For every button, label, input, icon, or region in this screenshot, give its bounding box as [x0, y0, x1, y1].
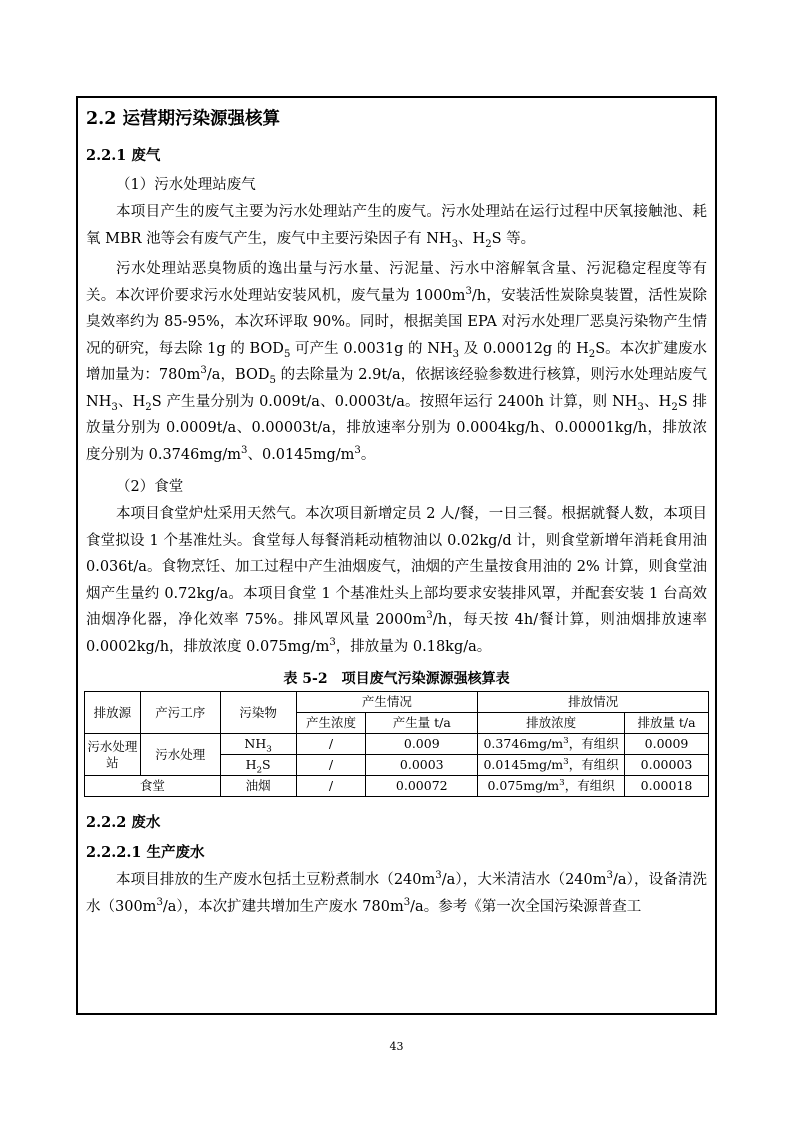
table-row	[85, 734, 709, 755]
table-header-row	[85, 692, 709, 713]
canteen-subheading: （2）食堂	[116, 479, 184, 495]
wastewater-station-subheading: （1）污水处理站废气	[116, 177, 256, 193]
waste-water-heading: 2.2.2 废水	[86, 814, 161, 831]
table-cell: /	[296, 755, 366, 776]
production-wastewater-heading: 2.2.2.1 生产废水	[86, 844, 205, 861]
header-cell: 排放情况	[478, 692, 709, 713]
waste-gas-heading: 2.2.1 废气	[86, 147, 161, 164]
header-cell: 排放量 t/a	[625, 713, 709, 734]
table-cell: 0.00018	[625, 776, 709, 797]
table-cell: $H_2S$	[220, 755, 296, 776]
header-cell: 产生情况	[296, 692, 478, 713]
table-cell: 0.009	[366, 734, 478, 755]
header-cell: 产生浓度	[296, 713, 366, 734]
paragraph: 本项目产生的废气主要为污水处理站产生的废气。污水处理站在运行过程中厌氧接触池、耗氧 MBR 池等会有废气产生，废气中主要污染因子有 $NH_3$、$H_2S$ 等。	[86, 204, 707, 250]
table-caption: 表 5-2 项目废气污染源源强核算表	[283, 671, 510, 687]
table-cell: 污水处理站	[85, 734, 141, 776]
paragraph: 本项目食堂炉灶采用天然气。本次项目新增定员 2 人/餐，一日三餐。根据就餐人数，本项目食堂拟设 1 个基准灶头。食堂每人每餐消耗动植物油以 0.02kg/d 计，则食堂新增年消耗食用油 0.036t/a。食物烹饪、加工过程中产生油烟废气，油烟的产生量按食用油的 2% 计算，则食堂油烟产生量约 0.72kg/a。本项目食堂 1 个基准灶头上部均要求安装排风罩，并配套安装 1 台高效油烟净化器，净化效率 75%。排风罩风量 $2000m^3/h$，每天按 4h/餐计算，则油烟排放速率 0.0002kg/h，排放浓度 $0.075mg/m^3$，排放量为 0.18kg/a。	[86, 506, 707, 655]
paragraph: 污水处理站恶臭物质的逸出量与污水量、污泥量、污水中溶解氧含量、污泥稳定程度等有关。本次评价要求污水处理站安装风机，废气量为 $1000m^3/h$，安装活性炭除臭装置，活性炭除臭效率约为 85-95%，本次环评取 90%。同时，根据美国 EPA 对污水处理厂恶臭污染物产生情况的研究，每去除 1g 的 $BOD_5$ 可产生 0.0031g 的 $NH_3$ 及 0.00012g 的 $H_2S$。本次扩建废水增加量为：$780m^3/a$，$BOD_5$ 的去除量为 2.9t/a，依据该经验参数进行核算，则污水处理站废气 $NH_3$、$H_2S$ 产生量分别为 0.009t/a、0.0003t/a。按照年运行 2400h 计算，则 $NH_3$、$H_2S$ 排放量分别为 0.0009t/a、0.00003t/a，排放速率分别为 0.0004kg/h、0.00001kg/h，排放浓度分别为 $0.3746mg/m^3$、$0.0145mg/m^3$。	[86, 261, 708, 463]
table-cell: 油烟	[220, 776, 296, 797]
section-title: 2.2 运营期污染源强核算	[86, 109, 281, 129]
table-cell: 0.00072	[366, 776, 478, 797]
header-cell: 产生量 t/a	[366, 713, 478, 734]
page-number: 43	[389, 1040, 404, 1053]
page-content	[86, 104, 707, 920]
header-cell: 产污工序	[140, 692, 220, 734]
table-cell: /	[296, 776, 366, 797]
header-cell: 排放浓度	[478, 713, 625, 734]
page-frame	[76, 96, 717, 1015]
table-cell: 食堂	[85, 776, 221, 797]
emission-table	[84, 691, 709, 797]
header-cell: 污染物	[220, 692, 296, 734]
table-cell: $0.075mg/m^3$，有组织	[478, 776, 625, 797]
paragraph: 本项目排放的生产废水包括土豆粉煮制水$(240m^3/a)$，大米清洁水$(240m^3/a)$，设备清洗水$(300m^3/a)$，本次扩建共增加生产废水 $780m^3/a$。参考《第一次全国污染源普查工	[86, 870, 707, 915]
header-cell: 排放源	[85, 692, 141, 734]
table-cell: $0.0145mg/m^3$，有组织	[478, 755, 625, 776]
table-cell: /	[296, 734, 366, 755]
table-cell: $0.3746mg/m^3$，有组织	[478, 734, 625, 755]
table-cell: 0.0003	[366, 755, 478, 776]
table-cell: 污水处理	[140, 734, 220, 776]
table-cell: 0.0009	[625, 734, 709, 755]
table-row	[85, 776, 709, 797]
table-cell: 0.00003	[625, 755, 709, 776]
table-cell: $NH_3$	[220, 734, 296, 755]
